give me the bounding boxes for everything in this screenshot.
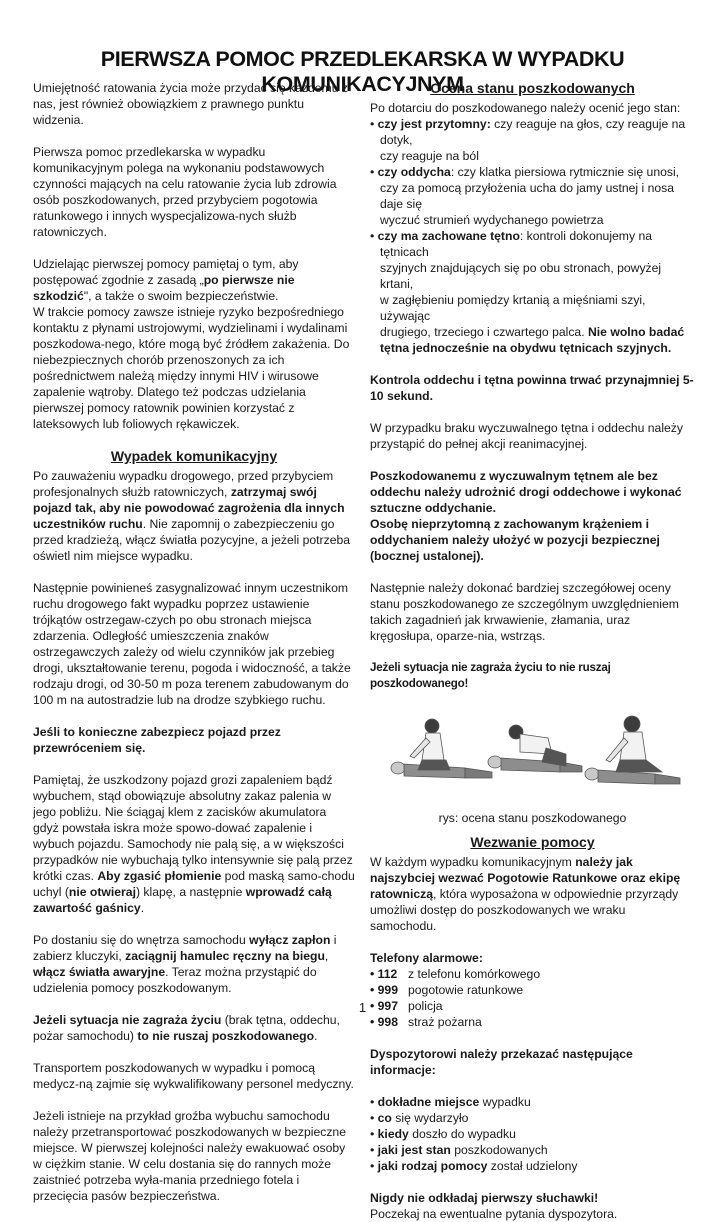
detail-paragraph: Następnie należy dokonać bardziej szczegółowej oceny stanu poszkodowanego ze szczególnym uwzględnieniem takich zagadnień jak krwawienie, złamania, uraz kręgosłupa, oparze-nia, wstrząs. bbox=[370, 581, 679, 643]
intro-paragraph: Umiejętność ratowania życia może przydać się każdemu z nas, jest również obowiązkiem z prawnego punktu widzenia. bbox=[33, 81, 348, 127]
ignition-paragraph: Po dostaniu się do wnętrza samochodu wyłącz zapłon i zabierz kluczyki, zaciągnij hamulec ręczny na biegu, włącz światła awaryjne. Teraz można przystąpić do udzielenia pomocy poszkodowanym. bbox=[33, 933, 337, 995]
left-column bbox=[33, 80, 355, 1220]
info-item: • dokładne miejsce wypadku bbox=[370, 1095, 531, 1109]
phone-item: • 997 policja bbox=[370, 999, 443, 1013]
check-conscious: • czy jest przytomny: czy reaguje na głos, czy reaguje na dotyk, bbox=[370, 117, 686, 147]
recovery-paragraph: Osobę nieprzytomną z zachowanym krążeniem i oddychaniem należy ułożyć w pozycji bezpiecznej (bocznej ustalonej). bbox=[370, 517, 660, 563]
control-paragraph: Kontrola oddechu i tętna powinna trwać przynajmniej 5-10 sekund. bbox=[370, 373, 694, 403]
info-item: • jaki jest stan poszkodowanych bbox=[370, 1143, 548, 1157]
phone-item: • 998 straż pożarna bbox=[370, 1015, 482, 1029]
check-breathing-l2: czy za pomocą przyłożenia ucha do jamy ustnej i nosa daje się bbox=[380, 181, 675, 211]
evacuation-paragraph: Jeżeli istnieje na przykład groźba wybuchu samochodu należy przetransportować poszkodowanych w bezpieczne miejsce. W pierwszej kolejności należy ewakuować osoby w ciężkim stanie. W celu dostania się do rannych może zaistnieć potrzeba wyła-mania przedniego fotela i przecięcia pasów bezpieczeństwa. bbox=[33, 1109, 346, 1203]
stop-vehicle-paragraph: Po zauważeniu wypadku drogowego, przed przybyciem profesjonalnych służb ratowniczych, zatrzymaj swój pojazd tak, aby nie powodować zagrożenia dla innych uczestników ruchu. Nie zapomnij o zabezpieczeniu go przed kradzieżą, włącz światła pozycyjne, a jeżeli potrzeba oświetl nim miejsce wypadku. bbox=[33, 469, 351, 563]
phones-title: Telefony alarmowe: bbox=[370, 951, 483, 965]
final-note: Poczekaj na ewentualne pytania dyspozytora. bbox=[370, 1207, 618, 1221]
info-item: • co się wydarzyło bbox=[370, 1111, 469, 1125]
infection-paragraph: W trakcie pomocy zawsze istnieje ryzyko bezpośredniego kontaktu z płynami ustrojowymi, wydzielinami i wydalinami poszkodowa-nego, które mogą być źródłem zakażenia. Do niebezpiecznych chorób przenoszonych za ich pośrednictwem należą między innymi HIV i wirusowe zapalenie wątroby. Dlatego też podczas udzielania pierwszej pomocy ratownik powinien korzystać z lateksowych lub foliowych rękawiczek. bbox=[33, 305, 350, 431]
secure-vehicle-paragraph: Jeśli to konieczne zabezpiecz pojazd przez przewróceniem się. bbox=[33, 725, 281, 755]
do-not-move-paragraph: Jeżeli sytuacja nie zagraża życiu (brak tętna, oddechu, pożar samochodu) to nie ruszaj poszkodowanego. bbox=[33, 1013, 340, 1043]
check-pulse-l4: drugiego, trzeciego i czwartego palca. Nie wolno badać bbox=[380, 325, 685, 339]
info-item: • jaki rodzaj pomocy został udzielony bbox=[370, 1159, 578, 1173]
page-number: 1 bbox=[358, 1000, 367, 1015]
check-pulse: • czy ma zachowane tętno: kontroli dokonujemy na tętnicach bbox=[370, 229, 652, 259]
phone-item: • 112 z telefonu komórkowego bbox=[370, 967, 541, 981]
page-title: PIERWSZA POMOC PRZEDLEKARSKA W WYPADKU KOMUNIKACYJNYM bbox=[100, 47, 625, 96]
heading-call: Wezwanie pomocy bbox=[470, 834, 595, 850]
warning-paragraph: Jeżeli sytuacja nie zagraża życiu to nie ruszaj poszkodowanego! bbox=[370, 661, 611, 690]
illustration-caption: rys: ocena stanu poszkodowanego bbox=[438, 811, 627, 825]
check-pulse-l2: szyjnych znajdujących się po obu stronach, powyżej krtani, bbox=[380, 261, 662, 291]
phone-item: • 999 pogotowie ratunkowe bbox=[370, 983, 524, 997]
transport-paragraph: Transportem poszkodowanych w wypadku i pomocą medycz-ną zajmie się wykwalifikowany personel medyczny. bbox=[33, 1061, 354, 1091]
assessment-intro: Po dotarciu do poszkodowanego należy ocenić jego stan: bbox=[370, 101, 681, 115]
airway-paragraph: Poszkodowanemu z wyczuwalnym tętnem ale bez oddechu należy udrożnić drogi oddechowe i wykonać sztuczne oddychanie. bbox=[370, 469, 682, 515]
heading-accident: Wypadek komunikacyjny bbox=[110, 448, 278, 464]
heading-assessment: Ocena stanu poszkodowanych bbox=[430, 80, 635, 96]
check-breathing: • czy oddycha: czy klatka piersiowa rytmicznie się unosi, bbox=[370, 165, 680, 179]
check-pulse-l3: w zagłębieniu pomiędzy krtanią a mięśniami szyi, używając bbox=[380, 293, 646, 323]
call-paragraph: W każdym wypadku komunikacyjnym należy jak najszybciej wezwać Pogotowie Ratunkowe oraz ekipę ratowniczą, która wyposażona w odpowiednie przyrządy umożliwi dostęp do poszkodowanych we wraku samochodu. bbox=[370, 855, 681, 933]
right-column bbox=[370, 80, 695, 1222]
check-breathing-l3: wyczuć strumień wydychanego powietrza bbox=[380, 213, 604, 227]
final-warning: Nigdy nie odkładaj pierwszy słuchawki! bbox=[370, 1191, 599, 1205]
fire-paragraph: Pamiętaj, że uszkodzony pojazd grozi zapaleniem bądź wybuchem, stąd obowiązuje absolutny zakaz palenia w jego pobliżu. Nie ściągaj klem z zacisków akumulatora gdyż powstała iskra może spowo-dować zapalenie i wybuch pojazdu. Samochody nie palą się, a w większości przypadków nie wybuchają tylko intensywnie się palą przez krótki czas. Aby zgasić płomienie pod maską samo-chodu uchyl (nie otwieraj) klapę, a następnie wprowadź całą zawartość gaśnicy. bbox=[33, 773, 355, 915]
check-conscious-l2: czy reaguje na ból bbox=[380, 149, 479, 163]
info-title: Dyspozytorowi należy przekazać następujące informacje: bbox=[370, 1047, 633, 1077]
info-item: • kiedy doszło do wypadku bbox=[370, 1127, 516, 1141]
no-pulse-paragraph: W przypadku braku wyczuwalnego tętna i oddechu należy przystąpić do pełnej akcji reanimacyjnej. bbox=[370, 421, 683, 451]
illustration-assessment bbox=[370, 708, 695, 804]
first-aid-illustration bbox=[370, 708, 695, 804]
principle-paragraph: Udzielając pierwszej pomocy pamiętaj o tym, aby postępować zgodnie z zasadą „po pierwsze nie szkodzić", a także o swoim bezpieczeństwie. bbox=[33, 257, 299, 303]
warning-triangle-paragraph: Następnie powinieneś zasygnalizować innym uczestnikom ruchu drogowego fakt wypadku poprzez ustawienie trójkątów ostrzegaw-czych po obu stronach miejsca zdarzenia. Odległość umieszczenia znaków ostrzegawczych zależy od wielu czynników jak przebieg drogi, ukształtowanie terenu, pogoda i widoczność, a także rodzaju drogi, od 30-50 m poza terenem zabudowanym do 100 m na autostradzie lub na drodze szybkiego ruchu. bbox=[33, 581, 351, 707]
definition-paragraph: Pierwsza pomoc przedlekarska w wypadku komunikacyjnym polega na wykonaniu podstawowych czynności mających na celu ratowanie życia lub zdrowia osób poszkodowanych, przed przybyciem pogotowia ratunkowego i innych wyspecjalizowa-nych służb ratowniczych. bbox=[33, 145, 337, 239]
check-pulse-l5: tętna jednocześnie na obydwu tętnicach szyjnych. bbox=[380, 341, 672, 355]
